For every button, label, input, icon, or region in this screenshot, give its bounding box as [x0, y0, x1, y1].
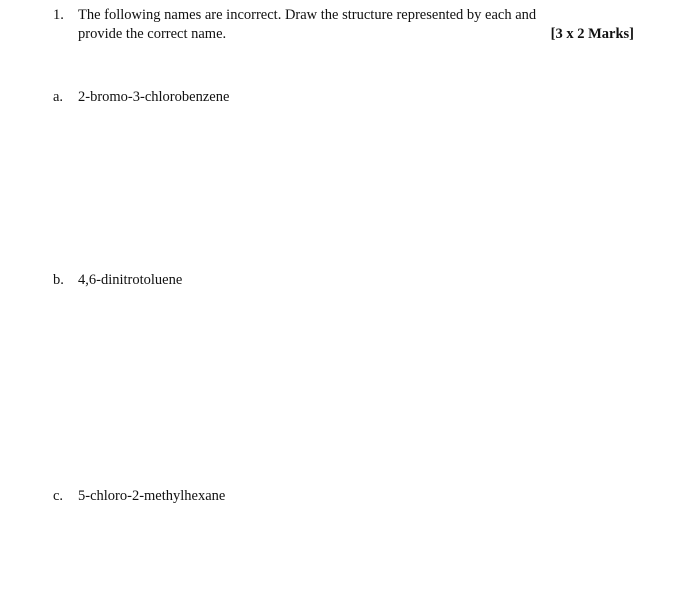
part-a-letter: a. — [53, 89, 64, 105]
part-a-compound-name: 2-bromo-3-chlorobenzene — [78, 89, 230, 105]
question-line-2: provide the correct name. — [78, 26, 227, 42]
part-a — [53, 88, 229, 107]
part-c-compound-name: 5-chloro-2-methylhexane — [78, 488, 226, 504]
question-line-1: The following names are incorrect. Draw the structure represented by each and — [78, 7, 537, 23]
part-b — [53, 271, 182, 290]
question-number: 1. — [53, 7, 64, 23]
part-b-compound-name: 4,6-dinitrotoluene — [78, 272, 183, 288]
part-c — [53, 487, 225, 506]
part-c-letter: c. — [53, 488, 64, 504]
part-b-letter: b. — [53, 272, 64, 288]
question-line-2-row — [78, 25, 634, 44]
question-text — [78, 6, 638, 44]
marks-label: [3 x 2 Marks] — [550, 26, 634, 42]
